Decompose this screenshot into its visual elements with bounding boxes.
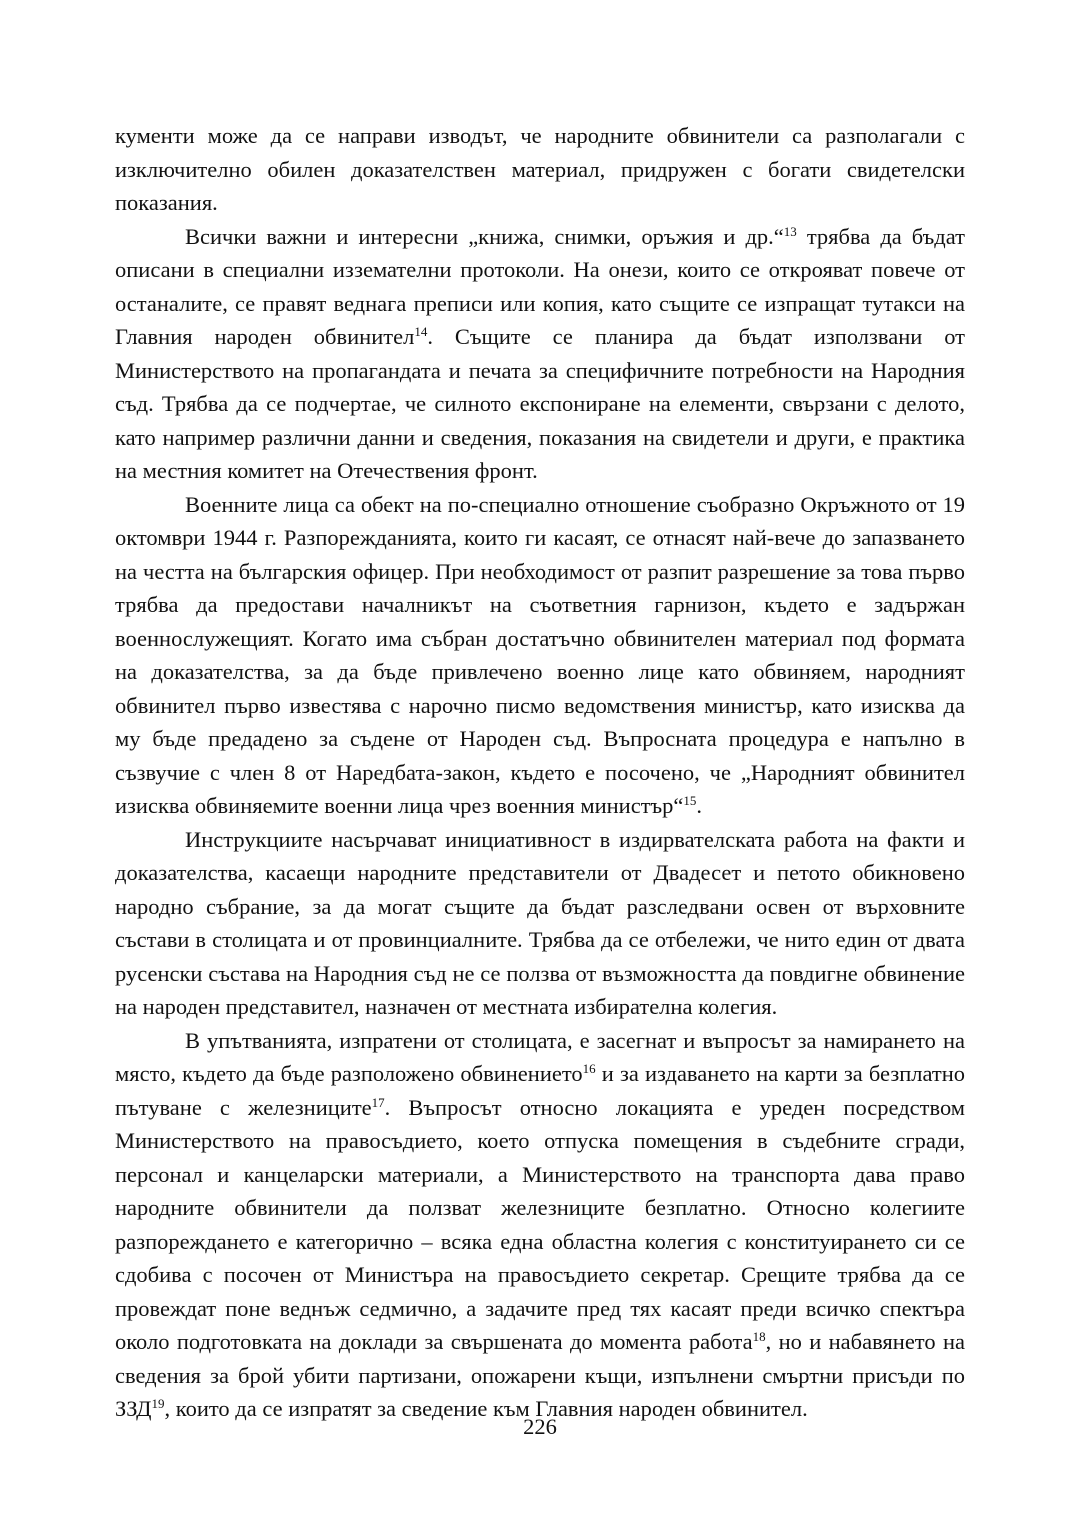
footnote-ref-14[interactable]: 14: [414, 324, 428, 339]
text-segment: кументи може да се направи изводът, че народните обвинители са разполагали с изключително обилен доказателствен материал, придружен с богати свидетелски показания.: [115, 123, 965, 215]
footnote-ref-15[interactable]: 15: [683, 793, 697, 808]
page-number: 226: [523, 1414, 557, 1439]
text-segment: и за издаването на карти за безплатно пътуване с железниците: [115, 1061, 965, 1120]
text-segment: , които да се изпратят за сведение към Главния народен обвинител.: [164, 1396, 808, 1421]
document-body: [115, 119, 965, 1426]
text-segment: Всички важни и интересни „книжа, снимки, оръжия и др.“: [185, 223, 784, 249]
footnote-ref-19[interactable]: 19: [151, 1396, 165, 1411]
footnote-ref-13[interactable]: 13: [783, 223, 797, 239]
text-segment: .: [696, 793, 703, 818]
footnote-ref-16[interactable]: 16: [582, 1061, 596, 1076]
text-segment: Инструкциите насърчават инициативност в издирвателската работа на факти и доказателства, касаещи народните представители от Двадесет и петото обикновено народно събрание, за да могат същите да бъдат разследвани освен от върховните състави в столицата и от провинциалните. Трябва да се отбележи, че нито един от двата русенски състава на Народния съд не се ползва от възможността да повдигне обвинение на народен представител, назначен от местната избирателна колегия.: [115, 826, 965, 1019]
paragraph-3: [115, 488, 965, 823]
text-segment: трябва да бъдат описани в специални изземателни протоколи. На онези, които се открояват повече от останалите, се правят веднага преписи или копия, като същите се изпращат тутакси на Главния народен обвинител: [115, 223, 965, 349]
paragraph-2: [115, 220, 965, 488]
footnote-ref-18[interactable]: 18: [752, 1329, 766, 1344]
text-segment: . Въпросът относно локацията е уреден посредством Министерството на правосъдието, което отпуска помещения в съдебните сгради, персонал и канцеларски материали, а Министерството на транспорта дава право народните обвинители да ползват железниците безплатно. Относно колегиите разпореждането е категорично – всяка една областна колегия с конституирането си се сдобива с посочен от Министъра на правосъдието секретар. Срещите трябва да се провеждат поне веднъж седмично, а задачите пред тях касаят преди всичко спектъра около подготовката на доклади за свършената до момента работа: [115, 1094, 965, 1354]
text-segment: . Същите се планира да бъдат използвани от Министерството на пропагандата и печата за специфичните потребности на Народния съд. Трябва да се подчертае, че силното експониране на елементи, свързани с делото, като например различни данни и сведения, показания на свидетели и други, е практика на местния комитет на Отечествения фронт.: [115, 324, 965, 483]
footnote-ref-17[interactable]: 17: [371, 1094, 385, 1110]
paragraph-4: [115, 823, 965, 1024]
paragraph-1: [115, 119, 965, 220]
text-segment: В упътванията, изпратени от столицата, е засегнат и въпросът за намирането на място, където да бъде разположено обвинението: [115, 1027, 965, 1086]
text-segment: Военните лица са обект на по-специално отношение съобразно Окръжното от 19 октомври 1944 г. Разпорежданията, които ги касаят, се отнасят най-вече до запазването на честта на българския офицер. При необходимост от разпит разрешение за това първо трябва да предостави началникът на съответния гарнизон, където е задържан военнослужещият. Когато има събран достатъчно обвинителен материал под формата на доказателства, за да бъде привлечено военно лице като обвиняем, народният обвинител първо известява с нарочно писмо ведомствения министър, като изисква да му бъде предадено за съдене от Народен съд. Въпросната процедура е напълно в съзвучие с член 8 от Наредбата-закон, където е посочено, че „Народният обвинител изисква обвиняемите военни лица чрез военния министър“: [115, 491, 965, 818]
text-segment: , но и набавянето на сведения за брой убити партизани, опожарени къщи, изпълнени смъртни присъди по ЗЗД: [115, 1329, 965, 1421]
paragraph-5: [115, 1024, 965, 1426]
